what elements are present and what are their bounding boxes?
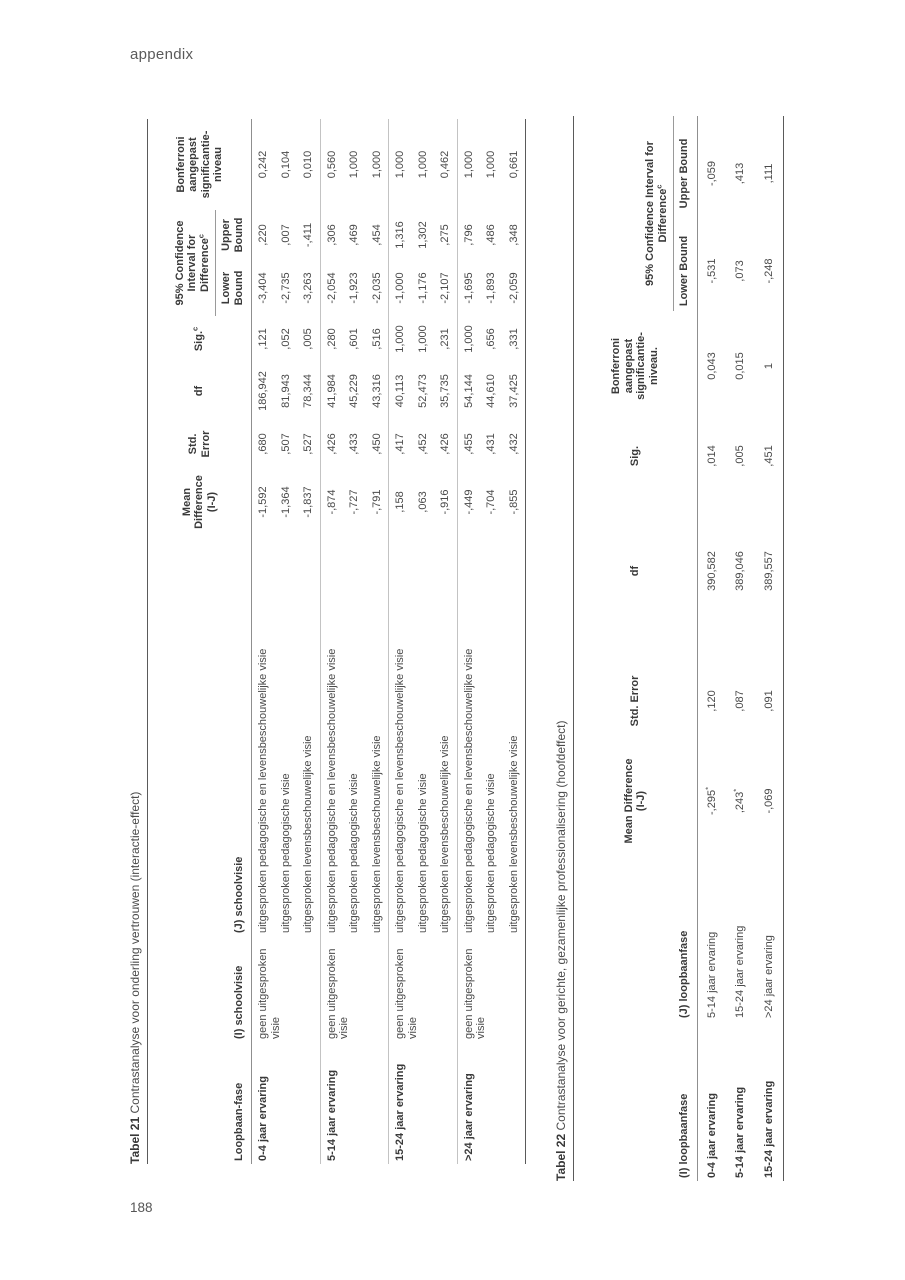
cell-df: 186,942 (257, 371, 269, 411)
cell-upper: 1,316 (389, 210, 412, 260)
table-row (457, 119, 480, 1164)
cell-lower: -3,263 (302, 272, 314, 304)
col-header-j-loopbaanfase: (J) loopbaanfase (678, 930, 690, 1018)
cell-bonferroni: 0,242 (257, 150, 269, 179)
cell-lower: -2,059 (507, 272, 520, 304)
cell-upper: ,007 (279, 224, 292, 246)
cell-lower: -2,054 (320, 260, 343, 316)
i-schoolvisie-value: geen uitgesproken visie (257, 948, 282, 1039)
group-phase-label: >24 jaar ervaring (457, 1042, 526, 1164)
cell-se: ,087 (734, 690, 746, 712)
group-phase-label: 15-24 jaar ervaring (389, 1042, 458, 1164)
cell-sig: 1,000 (389, 316, 412, 362)
cell-bonferroni: 1,000 (416, 150, 429, 179)
cell-se: ,431 (485, 433, 497, 455)
col-header-confidence-interval: 95% Confidence Interval for Difference$^c$ (574, 116, 674, 311)
cell-mean: -1,592 (257, 486, 269, 518)
rotated-table-21-container (128, 119, 526, 1164)
j-loopbaanfase-value: 15-24 jaar ervaring (734, 925, 746, 1018)
significance-marker: * (731, 788, 741, 792)
cell-bonferroni: 1,000 (370, 150, 383, 179)
cell-mean: -,916 (439, 489, 451, 515)
j-schoolvisie-value: uitgesproken levensbeschouwelijke visie (439, 735, 451, 933)
i-schoolvisie-value: geen uitgesproken visie (389, 936, 458, 1042)
cell-lower: -3,404 (257, 272, 269, 304)
cell-mean: -,449 (457, 468, 480, 536)
table-21-number: Tabel 21 (128, 1116, 142, 1164)
cell-upper: ,796 (457, 210, 480, 260)
col-header-mean-difference: Mean Difference (I-J) (622, 758, 648, 844)
cell-lower: -1,695 (457, 260, 480, 316)
group-phase-label: 0-4 jaar ervaring (257, 1076, 269, 1161)
cell-mean: -,874 (320, 468, 343, 536)
col-header-df: df (629, 565, 641, 577)
j-loopbaanfase-value: 5-14 jaar ervaring (705, 931, 718, 1018)
page-number: 188 (130, 1200, 153, 1215)
cell-df: 81,943 (279, 374, 292, 408)
cell-sig: ,005 (302, 328, 314, 350)
cell-df: 52,473 (416, 374, 429, 408)
cell-sig: 1,000 (416, 325, 429, 353)
cell-df: 37,425 (507, 374, 520, 408)
cell-upper: ,348 (507, 224, 520, 246)
table-row (755, 116, 784, 1181)
cell-sig: 1,000 (457, 316, 480, 362)
cell-mean: -,295* (702, 787, 718, 815)
j-schoolvisie-value: uitgesproken pedagogische en levensbeschouwelijke visie (389, 536, 412, 936)
table-22 (573, 116, 784, 1181)
i-loopbaanfase-value: 15-24 jaar ervaring (762, 1080, 775, 1178)
j-schoolvisie-value: uitgesproken levensbeschouwelijke visie (370, 735, 383, 933)
col-header-sig: Sig. (629, 445, 641, 467)
table-row (252, 119, 275, 1164)
i-schoolvisie-value: geen uitgesproken visie (320, 936, 389, 1042)
cell-bonferroni: 1,000 (485, 150, 497, 179)
cell-bonferroni: 1,000 (389, 119, 412, 210)
table-21 (147, 119, 526, 1164)
cell-se: ,452 (416, 433, 429, 455)
cell-upper: -,411 (302, 222, 314, 248)
col-header-upper-bound: Upper Bound (220, 217, 245, 253)
cell-sig: ,601 (348, 328, 360, 350)
j-schoolvisie-value: uitgesproken pedagogische visie (348, 773, 360, 933)
col-header-std-error: Std. Error (629, 675, 641, 727)
j-schoolvisie-value: uitgesproken pedagogische visie (485, 773, 497, 933)
col-header-loopbaanfase: Loopbaan-fase (232, 1082, 245, 1161)
cell-lower: -,531 (705, 258, 718, 284)
cell-bonferroni: 1,000 (348, 150, 360, 179)
cell-sig: ,005 (734, 445, 746, 467)
cell-mean: -,855 (507, 489, 520, 515)
j-loopbaanfase-value: >24 jaar ervaring (762, 935, 775, 1018)
cell-sig: ,121 (257, 328, 269, 350)
cell-df: 78,344 (302, 374, 314, 408)
col-header-std-error: Std. Error (187, 430, 212, 458)
cell-se: ,120 (705, 690, 718, 712)
cell-se: ,507 (279, 433, 292, 455)
cell-mean: -1,837 (302, 486, 314, 518)
cell-lower: -2,107 (439, 272, 451, 304)
j-schoolvisie-value: uitgesproken pedagogische en levensbeschouwelijke visie (457, 536, 480, 936)
j-schoolvisie-value: uitgesproken pedagogische visie (279, 773, 292, 933)
j-schoolvisie-value: uitgesproken levensbeschouwelijke visie (507, 735, 520, 933)
cell-sig: ,451 (762, 445, 775, 467)
cell-mean: -,069 (762, 788, 775, 814)
cell-df: 44,610 (485, 374, 497, 408)
cell-se: ,527 (302, 433, 314, 455)
cell-df: 54,144 (457, 362, 480, 420)
col-header-mean-difference: Mean Difference (I-J) (180, 475, 218, 529)
cell-sig: ,052 (279, 328, 292, 350)
cell-se: ,417 (389, 420, 412, 468)
j-schoolvisie-value: uitgesproken levensbeschouwelijke visie (302, 735, 314, 933)
cell-upper: 1,302 (416, 221, 429, 249)
col-header-sig: Sig.$^c$ (190, 326, 206, 352)
cell-df: 389,046 (734, 551, 746, 591)
cell-se: ,426 (439, 433, 451, 455)
cell-sig: ,014 (705, 445, 718, 467)
cell-df: 43,316 (370, 374, 383, 408)
cell-upper: ,306 (320, 210, 343, 260)
cell-bonferroni: 1,000 (457, 119, 480, 210)
cell-mean: -1,364 (279, 486, 292, 518)
col-header-i-loopbaanfase: (I) loopbaanfase (678, 1093, 690, 1178)
cell-bonferroni: 0,010 (302, 150, 314, 179)
table-row (697, 116, 726, 1181)
col-header-bonferroni: Bonferroni aangepast significantie-niveau. (610, 332, 660, 400)
table-22-number: Tabel 22 (554, 1133, 568, 1181)
cell-lower: -,248 (762, 258, 775, 284)
cell-mean: ,063 (416, 491, 429, 513)
cell-upper: ,486 (485, 224, 497, 246)
cell-se: ,680 (257, 433, 269, 455)
rotated-table-22-container (554, 116, 784, 1181)
group-phase-label: 5-14 jaar ervaring (320, 1042, 389, 1164)
ci-footnote-marker: c (195, 234, 205, 239)
i-loopbaanfase-value: 0-4 jaar ervaring (705, 1093, 718, 1178)
j-schoolvisie-value: uitgesproken pedagogische en levensbeschouwelijke visie (320, 536, 343, 936)
cell-lower: -2,035 (370, 272, 383, 304)
cell-upper: ,111 (762, 163, 775, 184)
cell-mean: -,704 (485, 489, 497, 515)
cell-lower: -1,000 (389, 260, 412, 316)
sig-footnote-marker: c (190, 326, 200, 331)
cell-se: ,455 (457, 420, 480, 468)
significance-marker: * (702, 787, 712, 790)
table-22-header (574, 116, 698, 1181)
cell-sig: ,656 (485, 328, 497, 350)
cell-bonferroni: 0,462 (439, 150, 451, 179)
col-header-upper-bound: Upper Bound (678, 138, 690, 209)
col-header-bonferroni: Bonferroni aangepast significantie-niveau (174, 130, 224, 199)
col-header-confidence-interval: 95% Confidence Interval for Difference$^c$ (148, 210, 216, 316)
cell-bonferroni: 0,015 (734, 352, 746, 380)
cell-se: ,433 (348, 433, 360, 455)
table-22-title (554, 116, 568, 1181)
cell-mean: -,727 (348, 489, 360, 515)
cell-sig: ,280 (320, 316, 343, 362)
cell-mean: ,243* (731, 788, 746, 814)
cell-sig: ,331 (507, 328, 520, 350)
cell-upper: ,220 (257, 224, 269, 246)
cell-df: 35,735 (439, 374, 451, 408)
j-schoolvisie-value: uitgesproken pedagogische en levensbeschouwelijke visie (257, 648, 269, 933)
cell-upper: ,413 (734, 162, 746, 185)
running-header: appendix (130, 46, 194, 63)
cell-bonferroni: 0,043 (705, 352, 718, 380)
table-21-caption: Contrastanalyse voor onderling vertrouwen (interactie-effect) (128, 791, 142, 1117)
cell-mean: ,158 (389, 468, 412, 536)
cell-se: ,426 (320, 420, 343, 468)
cell-lower: -1,893 (485, 272, 497, 304)
table-row (389, 119, 412, 1164)
cell-df: 390,582 (705, 551, 718, 591)
cell-lower: -2,735 (279, 272, 292, 304)
cell-se: ,091 (762, 690, 775, 712)
cell-df: 389,557 (762, 551, 775, 591)
cell-mean: -,791 (370, 489, 383, 515)
cell-df: 45,229 (348, 374, 360, 408)
cell-sig: ,231 (439, 328, 451, 350)
cell-bonferroni: 0,104 (279, 150, 292, 179)
table-21-title (128, 119, 142, 1164)
col-header-lower-bound: Lower Bound (220, 270, 245, 306)
cell-upper: ,454 (370, 224, 383, 246)
cell-df: 41,984 (320, 362, 343, 420)
table-row (320, 119, 343, 1164)
cell-upper: -,059 (705, 160, 718, 187)
col-header-lower-bound: Lower Bound (678, 235, 690, 307)
cell-bonferroni: 0,661 (507, 150, 520, 179)
cell-lower: -1,176 (416, 272, 429, 304)
cell-upper: ,275 (439, 224, 451, 246)
i-schoolvisie-value: geen uitgesproken visie (457, 936, 526, 1042)
cell-lower: ,073 (734, 260, 746, 282)
cell-sig: ,516 (370, 328, 383, 350)
table-22-caption: Contrastanalyse voor gerichte, gezamenlijke professionalisering (hoofdeffect) (554, 720, 568, 1134)
j-schoolvisie-value: uitgesproken pedagogische visie (416, 773, 429, 933)
ci-footnote-marker: c (653, 184, 663, 189)
cell-se: ,450 (370, 433, 383, 455)
col-header-j-schoolvisie: (J) schoolvisie (232, 856, 245, 933)
col-header-df: df (193, 385, 206, 397)
cell-lower: -1,923 (348, 272, 360, 304)
i-loopbaanfase-value: 5-14 jaar ervaring (734, 1086, 746, 1178)
cell-upper: ,469 (348, 224, 360, 246)
cell-df: 40,113 (389, 362, 412, 420)
table-21-header (148, 119, 252, 1164)
cell-bonferroni: 0,560 (320, 119, 343, 210)
cell-bonferroni: 1 (762, 362, 775, 370)
cell-se: ,432 (507, 433, 520, 455)
table-row (726, 116, 755, 1181)
col-header-i-schoolvisie: (I) schoolvisie (232, 965, 245, 1039)
